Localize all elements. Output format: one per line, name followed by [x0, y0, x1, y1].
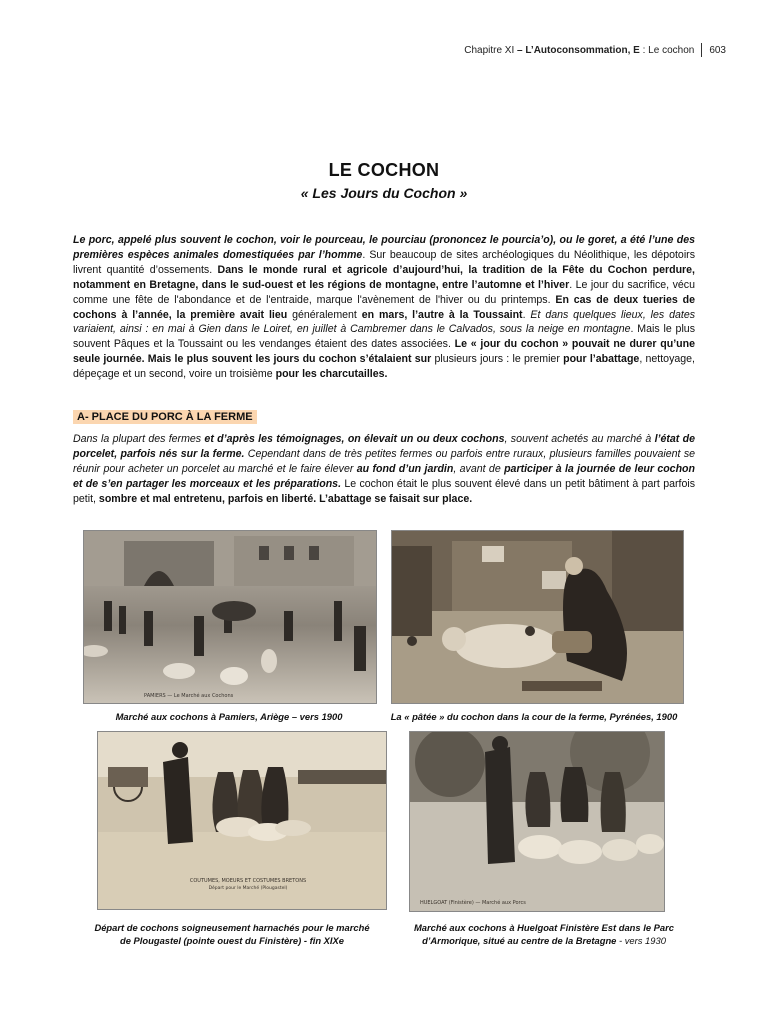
photo-pamiers-market	[83, 530, 377, 704]
caption-photo-2: La « pâtée » du cochon dans la cour de la ferme, Pyrénées, 1900	[390, 711, 678, 722]
photo-farm-feeding	[391, 530, 684, 704]
svg-text:Départ pour le Marché (Plougas: Départ pour le Marché (Plougastel)	[208, 886, 288, 891]
svg-text:PAMIERS — Le Marché aux Cochon: PAMIERS — Le Marché aux Cochons	[144, 693, 234, 699]
svg-text:COUTUMES, MOEURS ET COSTUMES B: COUTUMES, MOEURS ET COSTUMES BRETONS	[189, 878, 307, 884]
caption-photo-3: Départ de cochons soigneusement harnachés pour le marché de Plougastel (pointe ouest du Finistère) - fin XIXe	[94, 922, 370, 946]
section-heading-a: A- PLACE DU PORC À LA FERME	[73, 410, 257, 424]
running-header	[464, 43, 726, 57]
section-a-paragraph: Dans la plupart des fermes et d’après les témoignages, on élevait un ou deux cochons, souvent achetés au marché à l’état de porcelet, parfois nés sur la ferme. Cependant dans de très petites fermes ou parfois entre ruraux, plusieurs familles pouvaient se réunir pour acheter un porcelet au marché et le faire élever au fond d’un jardin, avant de participer à la journée de leur cochon et de s’en partager les morceaux et les préparations. Le cochon était le plus souvent élevé dans un petit bâtiment à part parfois petit, sombre et mal entretenu, parfois en liberté. L’abattage se faisait sur place.	[73, 433, 696, 505]
page-title: LE COCHON	[328, 160, 440, 180]
page-number: 603	[709, 44, 726, 56]
caption-photo-1: Marché aux cochons à Pamiers, Ariège – vers 1900	[115, 711, 343, 722]
header-divider	[701, 43, 702, 57]
caption-photo-4: Marché aux cochons à Huelgoat Finistère Est dans le Parc d’Armorique, situé au centre de la Bretagne - vers 1930	[414, 922, 674, 946]
photo-huelgoat-market	[409, 731, 665, 912]
photo-plougastel-departure	[97, 731, 387, 910]
svg-text:HUELGOAT (Finistère) — Marché: HUELGOAT (Finistère) — Marché aux Porcs	[420, 900, 526, 906]
chapter-reference: Chapitre XI – L’Autoconsommation, E : Le cochon	[464, 44, 695, 56]
page-subtitle: « Les Jours du Cochon »	[300, 185, 468, 201]
intro-paragraph: Le porc, appelé plus souvent le cochon, voir le pourceau, le pourciau (prononcez le pourcia’o), ou le goret, a été l’une des premières espèces animales domestiquées par l’homme. Sur beaucoup de sites archéologiques du Néolithique, les dépotoirs livrent quantité d’ossements. Dans le monde rural et agricole d’aujourd’hui, la tradition de la Fête du Cochon perdure, notamment en Bretagne, dans le sud-ouest et les régions de montagne, entre l’automne et l’hiver. Le jour du sacrifice, vécu comme une fête de l'abondance et de l'entraide, marque l'avènement de l'hiver ou du printemps. En cas de deux tueries de cochons à l’année, la première avait lieu généralement en mars, l’autre à la Toussaint. Et dans quelques lieux, les dates variaient, ainsi : en mai à Gien dans le Loiret, en juillet à Cambremer dans le Calvados, sous la neige en montagne. Mais le plus souvent Pâques et la Toussaint ou les vendanges étaient des dates associées. Le « jour du cochon » pouvait ne durer qu’une seule journée. Mais le plus souvent les jours du cochon s’étalaient sur plusieurs jours : le premier pour l’abattage, nettoyage, dépeçage et un second, voire un troisième pour les charcutailles.	[73, 234, 696, 381]
